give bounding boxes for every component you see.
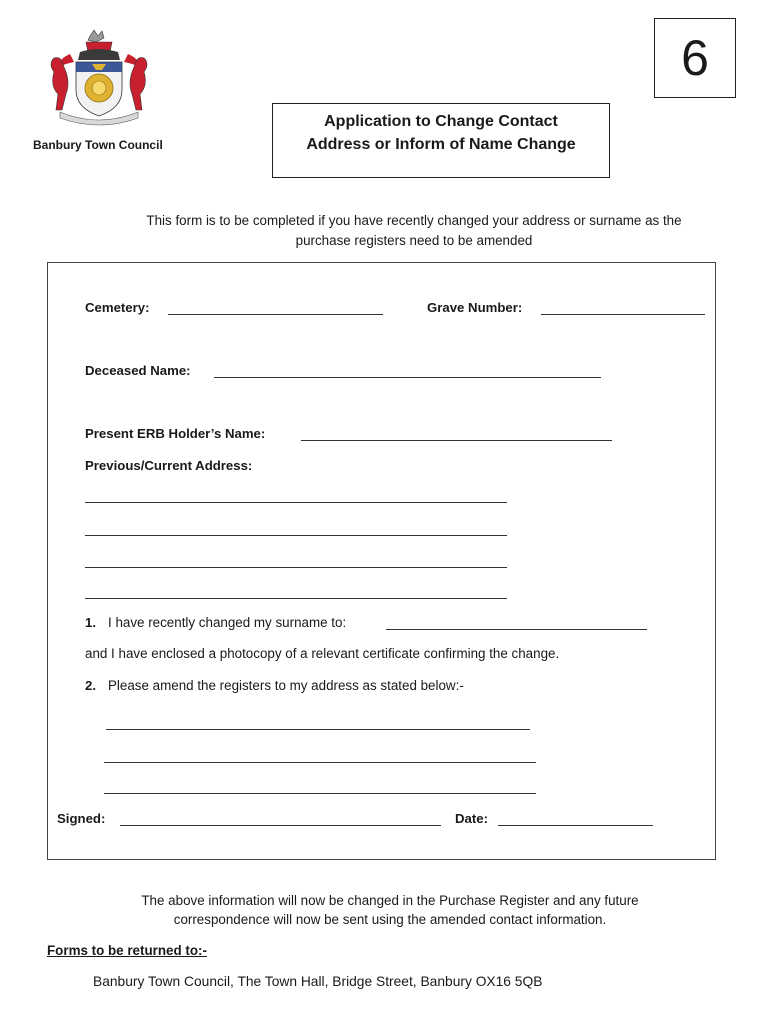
council-crest-logo (40, 28, 158, 130)
new-address-line-2-field[interactable] (104, 762, 536, 763)
outro-line-1: The above information will now be changed in the Purchase Register and any future (141, 893, 639, 908)
form-title-line-2: Address or Inform of Name Change (306, 136, 576, 153)
form-title-line-1: Application to Change Contact (324, 113, 558, 130)
council-name: Banbury Town Council (33, 138, 163, 152)
cemetery-label: Cemetery: (85, 300, 150, 315)
item-2-number: 2. (85, 678, 96, 693)
page-number-box (654, 18, 736, 98)
date-label: Date: (455, 811, 488, 826)
item-1-note: and I have enclosed a photocopy of a relevant certificate confirming the change. (85, 646, 560, 661)
return-address: Banbury Town Council, The Town Hall, Bridge Street, Banbury OX16 5QB (93, 974, 543, 989)
date-field[interactable] (498, 825, 653, 826)
cemetery-field[interactable] (168, 314, 383, 315)
new-surname-field[interactable] (386, 629, 647, 630)
crest-icon (40, 28, 158, 130)
item-2-text: Please amend the registers to my address as stated below:- (108, 678, 464, 693)
intro-line-1: This form is to be completed if you have recently changed your address or surname as the (146, 213, 682, 228)
address-line-3-field[interactable] (85, 567, 507, 568)
address-line-2-field[interactable] (85, 535, 507, 536)
erb-holder-label: Present ERB Holder’s Name: (85, 426, 266, 441)
signed-label: Signed: (57, 811, 106, 826)
page-number: 6 (681, 30, 709, 86)
erb-holder-field[interactable] (301, 440, 612, 441)
new-address-line-1-field[interactable] (106, 729, 530, 730)
address-label: Previous/Current Address: (85, 458, 253, 473)
outro-line-2: correspondence will now be sent using the amended contact information. (173, 912, 607, 927)
intro-text (96, 211, 732, 251)
grave-number-label: Grave Number: (427, 300, 523, 315)
form-box (47, 262, 716, 860)
new-address-line-3-field[interactable] (104, 793, 536, 794)
deceased-name-label: Deceased Name: (85, 363, 191, 378)
form-title-box (272, 103, 610, 178)
address-line-4-field[interactable] (85, 598, 507, 599)
return-heading: Forms to be returned to:- (47, 943, 207, 958)
item-1-number: 1. (85, 615, 96, 630)
grave-number-field[interactable] (541, 314, 705, 315)
outro-text (90, 891, 690, 929)
address-line-1-field[interactable] (85, 502, 507, 503)
signature-field[interactable] (120, 825, 441, 826)
intro-line-2: purchase registers need to be amended (295, 233, 533, 248)
item-1-text: I have recently changed my surname to: (108, 615, 347, 630)
deceased-name-field[interactable] (214, 377, 601, 378)
